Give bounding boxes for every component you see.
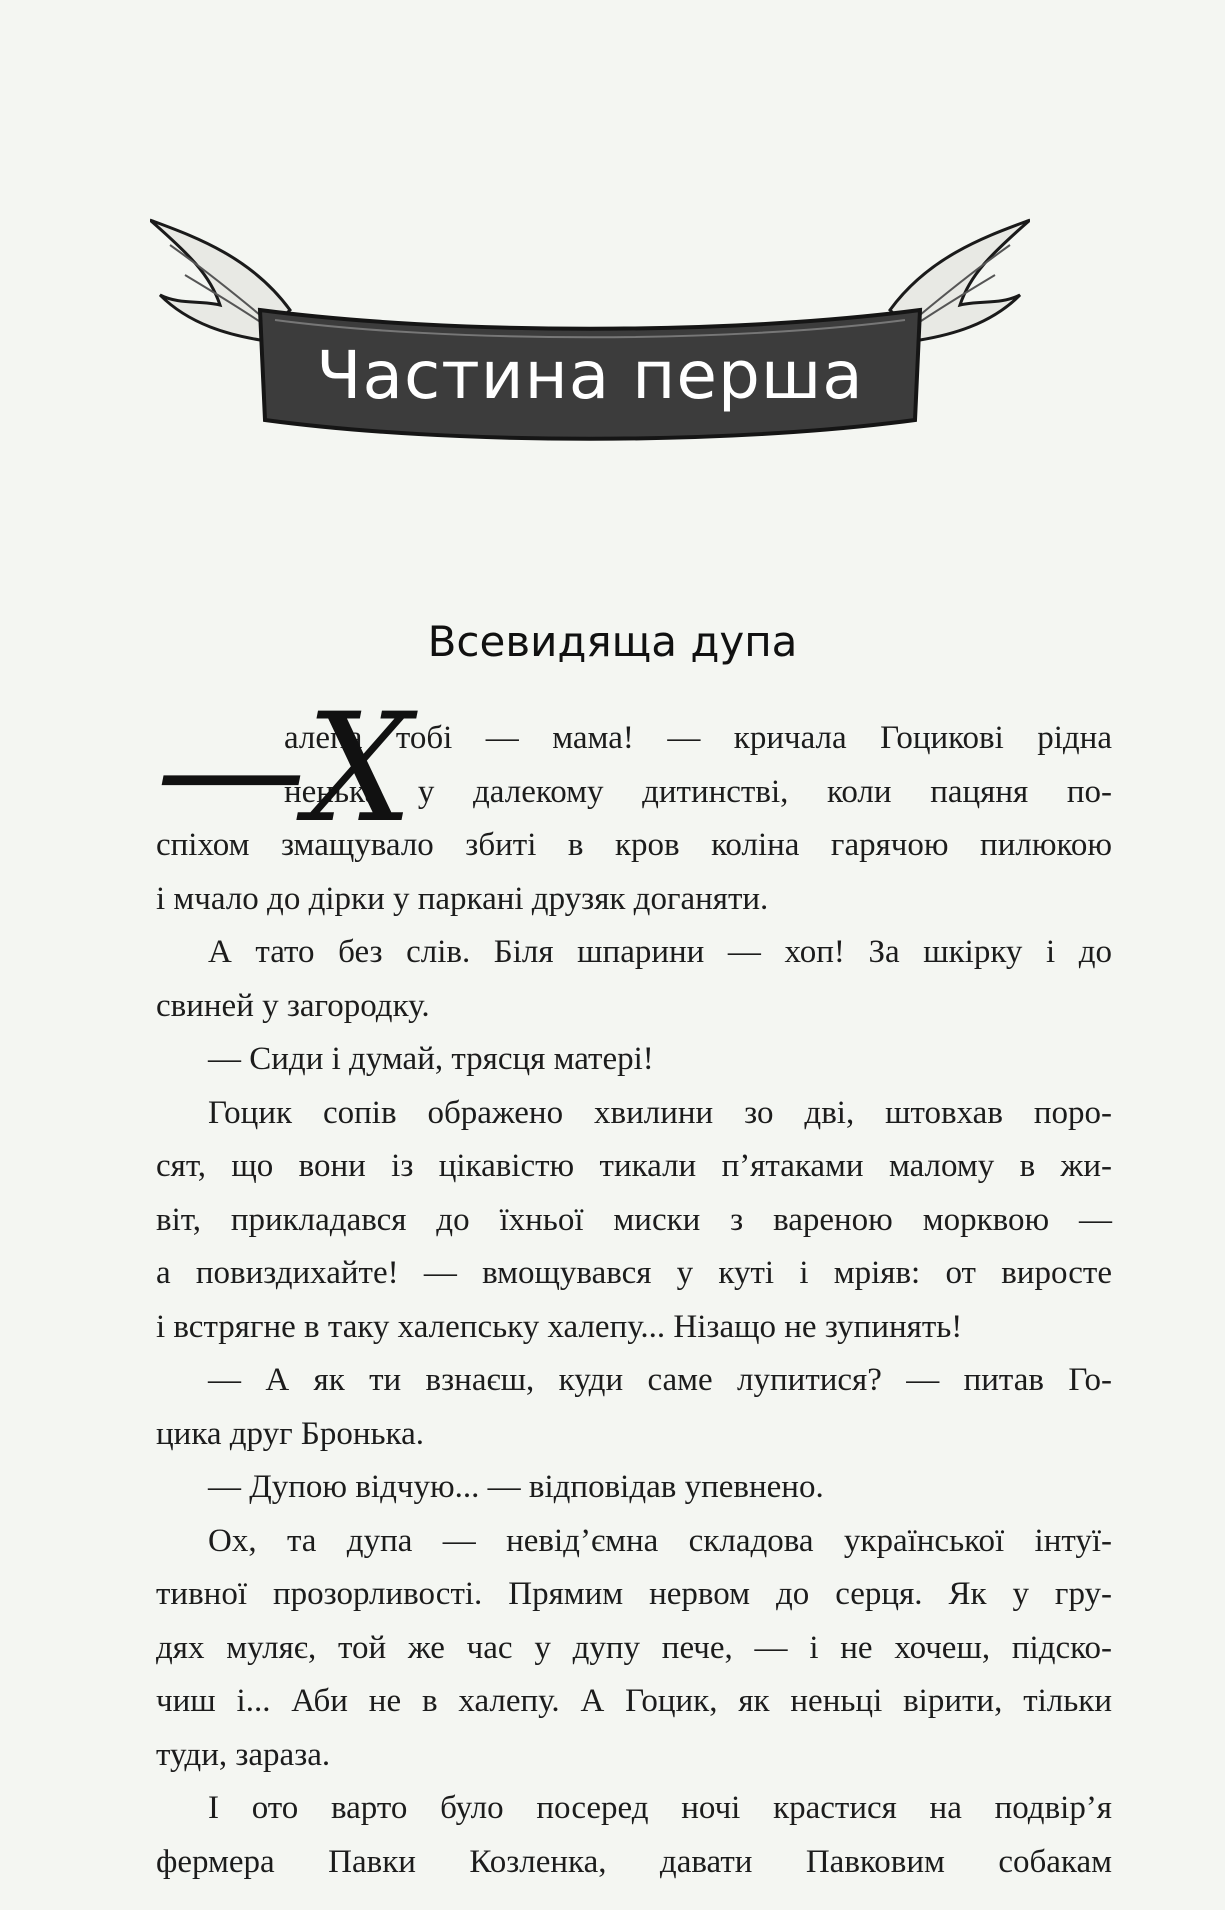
part-banner (150, 215, 1030, 465)
text-line: спіхом змащувало збиті в кров коліна гарячою пилюкою (156, 827, 1112, 863)
text-line: алепа тобі — мама! — кричала Гоциковi рідна (284, 720, 1112, 756)
body-text (156, 682, 1112, 1889)
text-line: свиней у загородку. (156, 987, 430, 1024)
text-line: А тато без слів. Біля шпарини — хоп! За шкірку і до (208, 934, 1112, 970)
text-line: віт, прикладався до їхньої миски з вареною морквою — (156, 1201, 1112, 1238)
drop-cap (156, 682, 413, 856)
text-line: — Дупою відчую... — відповідав упевнено. (208, 1469, 824, 1505)
part-title: Частина перша (316, 336, 864, 414)
text-line: чиш і... Аби не в халепу. А Гоцик, як неньці вірити, тільки (156, 1683, 1112, 1719)
text-line: і встрягне в таку халепську халепу... Нізащо не зупинять! (156, 1308, 963, 1345)
text-line: І ото варто було посеред ночі крастися на подвір’я (208, 1790, 1112, 1826)
text-line: і мчало до дірки у паркані друзяк доганяти. (156, 880, 769, 917)
text-line: Ох, та дупа — невід’ємна складова української інтуї- (208, 1522, 1112, 1559)
text-line: фермера Павки Козленка, давати Павковим собакам (156, 1843, 1112, 1880)
text-line: дях муляє, той же час у дупу пече, — і не хочеш, підско- (156, 1629, 1112, 1666)
text-line: сят, що вони із цікавістю тикали п’ятаками малому в жи- (156, 1148, 1112, 1184)
text-line: а повиздихайте! — вмощувався у куті і мріяв: от виросте (156, 1255, 1112, 1291)
text-line: туди, зараза. (156, 1736, 331, 1773)
text-line: тивної прозорливості. Прямим нервом до серця. Як у гру- (156, 1576, 1112, 1612)
text-line: Гоцик сопів ображено хвилини зо дві, штовхав поро- (208, 1094, 1112, 1131)
drop-cap-dash: — (156, 682, 306, 856)
paragraph-1 (156, 682, 1112, 926)
text-line: ненька у далекому дитинстві, коли пацяня по- (284, 773, 1112, 810)
drop-cap-letter: Х (306, 682, 413, 856)
text-line: — Сиди і думай, трясця матері! (208, 1041, 654, 1077)
text-line: цика друг Бронька. (156, 1415, 424, 1452)
text-line: — А як ти взнаєш, куди саме лупитися? — питав Го- (208, 1362, 1112, 1398)
chapter-title: Всевидяща дупа (427, 617, 798, 666)
